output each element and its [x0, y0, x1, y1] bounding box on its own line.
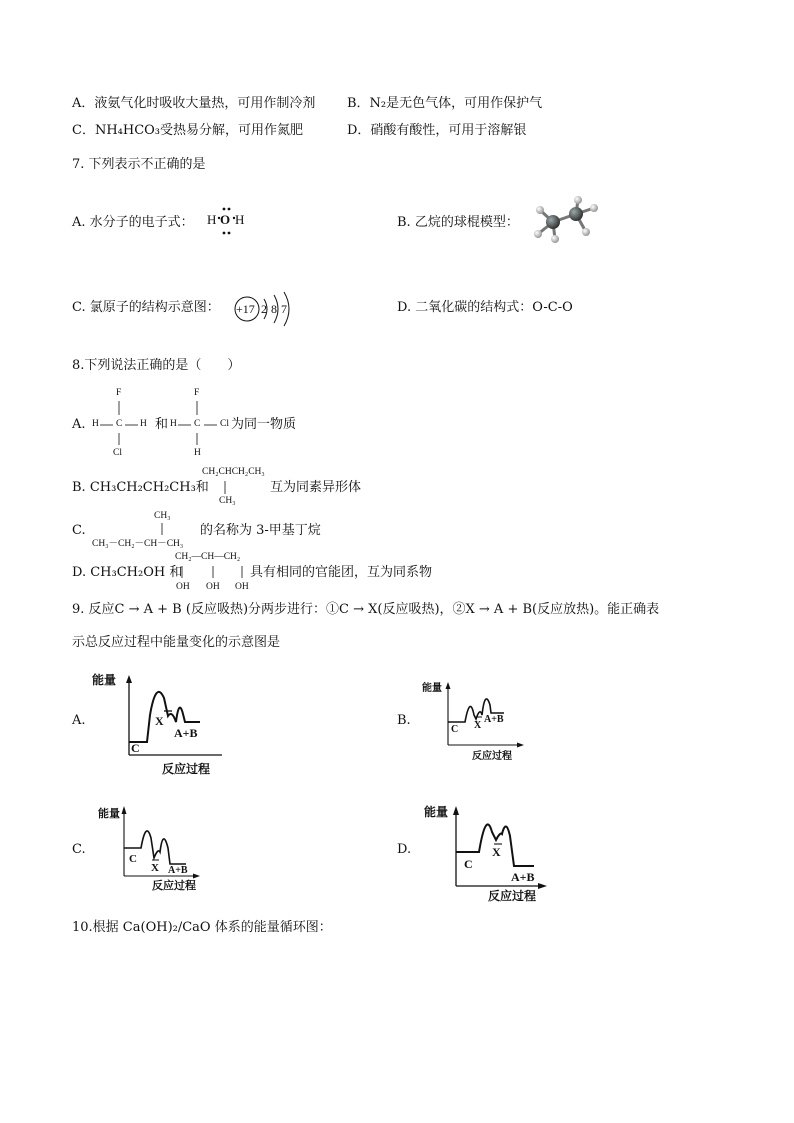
product-label: A+B — [174, 726, 198, 740]
atom: C — [116, 419, 123, 429]
atom: H — [170, 419, 177, 429]
shell-3-electrons: 7 — [281, 302, 287, 316]
shell-2-electrons: 8 — [271, 302, 277, 316]
intermediate-label: X — [474, 720, 482, 731]
q9-option-a-label: A. — [72, 713, 86, 728]
q9-stem-line-2: 示总反应过程中能量变化的示意图是 — [72, 635, 281, 650]
intermediate-label: X — [155, 714, 164, 728]
q8-a-molecule-1 — [88, 388, 150, 460]
atom: H — [194, 448, 201, 458]
q7-option-a-label: A. 水分子的电子式： — [72, 215, 194, 230]
atom: Cl — [113, 448, 122, 458]
q8-d-suffix: 具有相同的官能团，互为同系物 — [250, 565, 433, 580]
chlorine-atom-diagram — [233, 288, 303, 330]
water-h-right: H — [235, 212, 245, 227]
q8-d-chain: CH₂—CH—CH₂ — [175, 552, 241, 562]
q8-b-methyl: CH₃ — [219, 496, 236, 506]
energy-diagram-b — [420, 677, 530, 767]
q8-b-branch-bond — [223, 481, 227, 495]
x-axis-label: 反应过程 — [152, 879, 196, 892]
q7-stem: 7. 下列表示不正确的是 — [72, 157, 206, 172]
product-label: A+B — [484, 714, 504, 725]
atom: H — [140, 419, 147, 429]
product-label: A+B — [168, 865, 188, 876]
q6-option-d: D．硝酸有酸性，可用于溶解银 — [347, 123, 527, 138]
q8-option-a-prefix: A. — [72, 417, 86, 432]
x-axis-label: 反应过程 — [488, 889, 537, 903]
q8-a-molecule-2 — [166, 388, 236, 460]
q7-option-d: D. 二氧化碳的结构式：O-C-O — [397, 300, 573, 315]
y-axis-label: 能量 — [98, 807, 120, 820]
reactant-label: C — [129, 853, 137, 865]
q7-option-b-label: B. 乙烷的球棍模型： — [397, 215, 519, 230]
water-electron-formula — [205, 206, 249, 236]
y-axis-label: 能量 — [422, 683, 442, 694]
q8-a-and: 和 — [155, 417, 169, 432]
bonds — [88, 388, 150, 460]
product-label: A+B — [511, 870, 535, 884]
atom: H — [92, 419, 99, 429]
reactant-label: C — [451, 724, 459, 735]
q6-option-b: B．N₂是无色气体，可用作保护气 — [347, 96, 543, 111]
atom: C — [194, 419, 201, 429]
q7-option-c-label: C. 氯原子的结构示意图： — [72, 300, 220, 315]
bonds — [166, 388, 236, 460]
q10-stem: 10.根据 Ca(OH)₂/CaO 体系的能量循环图： — [72, 920, 332, 935]
nucleus-charge: +17 — [236, 302, 255, 316]
q9-stem-line-1: 9. 反应C → A + B (反应吸热)分两步进行：①C → X(反应吸热)，②X → A + B(反应放热)。能正确表 — [72, 602, 660, 617]
q8-d-oh-3: OH — [235, 582, 249, 592]
x-axis-label: 反应过程 — [472, 751, 512, 762]
q6-option-c: C．NH₄HCO₃受热易分解，可用作氮肥 — [72, 123, 304, 138]
q8-stem: 8.下列说法正确的是（ ） — [72, 358, 241, 373]
reactant-label: C — [131, 741, 140, 755]
y-axis-label: 能量 — [92, 673, 117, 687]
q6-option-a: A．液氨气化时吸收大量热，可用作制冷剂 — [72, 96, 316, 111]
lone-pair-dots — [205, 206, 249, 236]
x-axis-label: 反应过程 — [162, 762, 211, 776]
water-h-left: H — [207, 212, 217, 227]
ethane-ball-stick-model — [528, 196, 608, 248]
energy-diagram-c — [96, 800, 206, 895]
q9-option-d-label: D. — [397, 842, 412, 857]
intermediate-label: X — [151, 862, 159, 874]
q8-c-methyl: CH₃ — [154, 511, 171, 521]
q8-b-suffix: 互为同素异形体 — [270, 480, 362, 495]
q8-d-oh-bonds — [178, 566, 250, 580]
q8-d-oh-1: OH — [176, 582, 190, 592]
intermediate-label: X — [492, 845, 501, 859]
atom: F — [194, 388, 200, 398]
q8-option-b-prefix: B. CH₃CH₂CH₂CH₃和 — [72, 480, 209, 495]
q9-option-c-label: C. — [72, 842, 86, 857]
q8-c-branch-bond — [160, 523, 164, 537]
q8-a-suffix: 为同一物质 — [231, 417, 297, 432]
q8-d-oh-2: OH — [206, 582, 220, 592]
energy-diagram-a — [92, 670, 232, 780]
y-axis-label: 能量 — [424, 805, 449, 819]
q8-option-c-prefix: C. — [72, 523, 86, 538]
shell-1-electrons: 2 — [261, 302, 267, 316]
water-o: O — [220, 212, 231, 227]
q8-c-suffix: 的名称为 3-甲基丁烷 — [200, 523, 321, 538]
q8-b-chain: CH₂CHCH₂CH₃ — [202, 467, 265, 477]
q8-c-main-chain: CH₃－CH₂－CH－CH₃ — [92, 539, 184, 549]
q8-option-d-prefix: D. CH₃CH₂OH 和 — [72, 565, 183, 580]
atom: F — [116, 388, 122, 398]
q9-option-b-label: B. — [397, 713, 411, 728]
atom: Cl — [220, 419, 229, 429]
energy-diagram-d — [424, 800, 554, 908]
reactant-label: C — [464, 857, 473, 871]
